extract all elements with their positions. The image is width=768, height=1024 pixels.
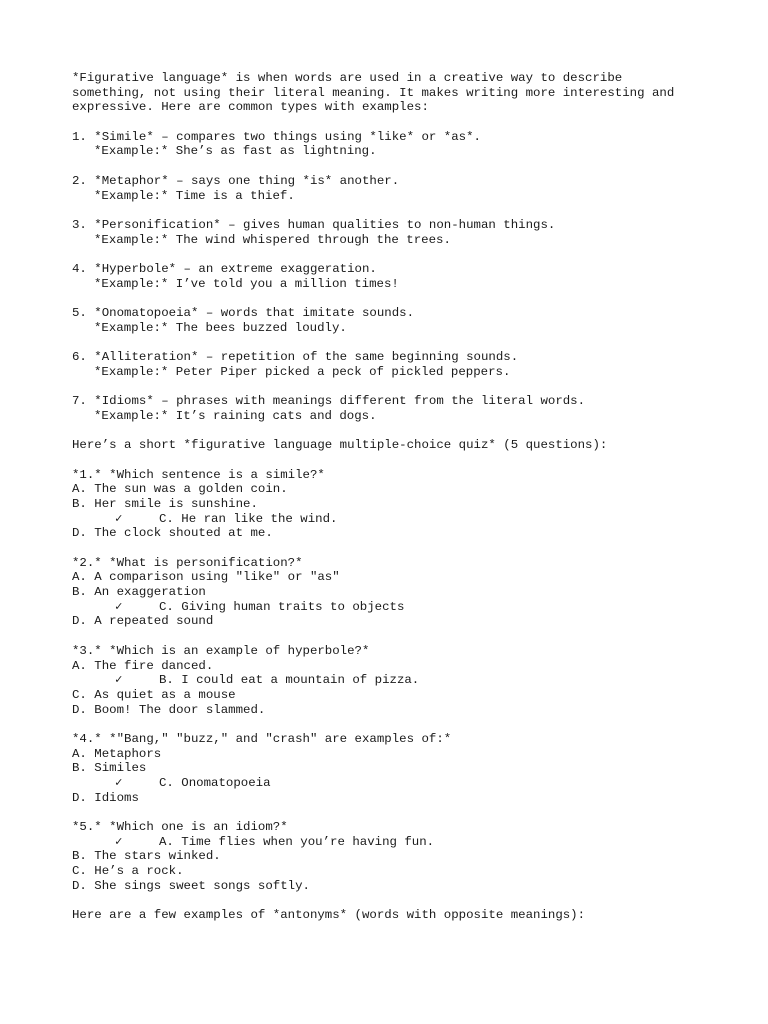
option-d: D. The clock shouted at me. xyxy=(72,526,273,541)
option-a: A. A comparison using "like" or "as" xyxy=(72,570,340,585)
option-b-correct xyxy=(72,673,752,688)
option-text: B. I could eat a mountain of pizza. xyxy=(159,673,420,688)
type-item-metaphor xyxy=(72,174,752,203)
option-a: A. Metaphors xyxy=(72,746,162,761)
quiz-question-4 xyxy=(72,732,752,805)
type-item-alliteration xyxy=(72,350,752,379)
document-page xyxy=(72,71,752,923)
option-text: C. Giving human traits to objects xyxy=(159,599,405,614)
type-definition: 1. *Simile* – compares two things using *like* or *as*. xyxy=(72,129,481,144)
option-c-correct xyxy=(72,776,752,791)
question-text: *3.* *Which is an example of hyperbole?* xyxy=(72,643,370,658)
question-text: *2.* *What is personification?* xyxy=(72,555,303,570)
type-item-onomatopoeia xyxy=(72,306,752,335)
quiz-question-2 xyxy=(72,556,752,629)
type-example: *Example:* The wind whispered through the trees. xyxy=(94,232,451,247)
type-definition: 2. *Metaphor* – says one thing *is* another. xyxy=(72,173,400,188)
option-b: B. Similes xyxy=(72,761,147,776)
type-item-personification xyxy=(72,218,752,247)
quiz-question-5 xyxy=(72,820,752,893)
option-c-correct xyxy=(72,512,752,527)
option-a-correct xyxy=(72,835,752,850)
quiz-intro: Here’s a short *figurative language multiple-choice quiz* (5 questions): xyxy=(72,438,608,453)
option-b: B. An exaggeration xyxy=(72,585,206,600)
type-definition: 3. *Personification* – gives human qualities to non-human things. xyxy=(72,217,556,232)
option-text: C. Onomatopoeia xyxy=(159,776,271,790)
check-mark-icon: ✓ xyxy=(115,776,123,790)
check-mark-icon: ✓ xyxy=(115,599,123,614)
question-text: *4.* *"Bang," "buzz," and "crash" are examples of:* xyxy=(72,731,452,746)
intro-paragraph xyxy=(72,71,752,115)
question-text: *1.* *Which sentence is a simile?* xyxy=(72,467,325,482)
option-text: A. Time flies when you’re having fun. xyxy=(159,834,435,849)
type-definition: 5. *Onomatopoeia* – words that imitate sounds. xyxy=(72,306,415,320)
type-definition: 4. *Hyperbole* – an extreme exaggeration. xyxy=(72,261,377,276)
check-mark-icon: ✓ xyxy=(115,834,123,849)
option-text: C. He ran like the wind. xyxy=(159,511,338,526)
check-mark-icon: ✓ xyxy=(115,673,123,688)
option-c: C. As quiet as a mouse xyxy=(72,687,236,702)
option-b: B. Her smile is sunshine. xyxy=(72,496,258,511)
intro-line: *Figurative language* is when words are used in a creative way to describe xyxy=(72,71,623,85)
type-example: *Example:* Time is a thief. xyxy=(94,188,295,203)
type-example: *Example:* The bees buzzed loudly. xyxy=(94,320,347,335)
option-d: D. Idioms xyxy=(72,790,139,805)
option-c: C. He’s a rock. xyxy=(72,864,184,879)
type-item-idioms xyxy=(72,394,752,423)
option-d: D. Boom! The door slammed. xyxy=(72,702,266,717)
intro-line: expressive. Here are common types with examples: xyxy=(72,100,429,115)
type-definition: 6. *Alliteration* – repetition of the same beginning sounds. xyxy=(72,350,519,365)
type-item-simile xyxy=(72,130,752,159)
intro-line: something, not using their literal meaning. It makes writing more interesting and xyxy=(72,85,675,100)
antonyms-intro: Here are a few examples of *antonyms* (words with opposite meanings): xyxy=(72,908,586,923)
type-example: *Example:* I’ve told you a million times! xyxy=(94,276,399,291)
question-text: *5.* *Which one is an idiom?* xyxy=(72,820,288,835)
figurative-types-list xyxy=(72,130,752,424)
option-c-correct xyxy=(72,600,752,615)
type-item-hyperbole xyxy=(72,262,752,291)
option-d: D. A repeated sound xyxy=(72,614,214,629)
option-d: D. She sings sweet songs softly. xyxy=(72,878,310,893)
check-mark-icon: ✓ xyxy=(115,511,123,526)
type-example: *Example:* She’s as fast as lightning. xyxy=(94,144,377,159)
type-definition: 7. *Idioms* – phrases with meanings different from the literal words. xyxy=(72,394,586,409)
type-example: *Example:* Peter Piper picked a peck of pickled peppers. xyxy=(94,364,511,379)
quiz-question-3 xyxy=(72,644,752,717)
option-a: A. The fire danced. xyxy=(72,658,214,673)
option-b: B. The stars winked. xyxy=(72,849,221,864)
type-example: *Example:* It’s raining cats and dogs. xyxy=(94,408,377,423)
quiz-question-1 xyxy=(72,468,752,541)
option-a: A. The sun was a golden coin. xyxy=(72,482,288,497)
